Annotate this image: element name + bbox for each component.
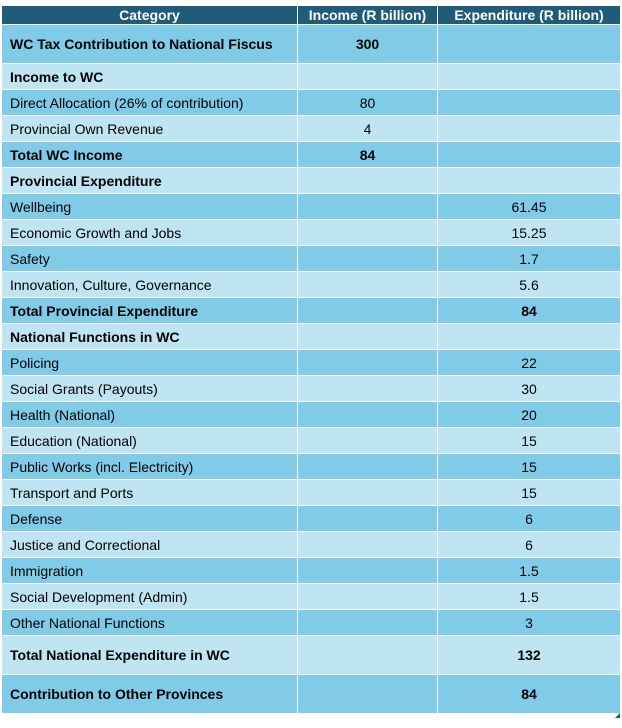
expenditure-cell: 1.5	[438, 558, 621, 584]
expenditure-cell: 5.6	[438, 272, 621, 298]
expenditure-cell: 6	[438, 506, 621, 532]
expenditure-cell: 3	[438, 610, 621, 636]
expenditure-cell: 84	[438, 298, 621, 324]
expenditure-cell: 15	[438, 428, 621, 454]
table-row	[2, 584, 621, 610]
table-row	[2, 675, 621, 714]
table-row	[2, 64, 621, 90]
category-cell: Wellbeing	[2, 194, 298, 220]
category-cell: Total WC Income	[2, 142, 298, 168]
income-cell	[298, 610, 438, 636]
expenditure-cell	[438, 25, 621, 64]
table-row	[2, 506, 621, 532]
category-cell: Social Development (Admin)	[2, 584, 298, 610]
income-cell: 80	[298, 90, 438, 116]
income-cell: 84	[298, 142, 438, 168]
expenditure-cell: 6	[438, 532, 621, 558]
category-cell: Other National Functions	[2, 610, 298, 636]
category-cell: Justice and Correctional	[2, 532, 298, 558]
expenditure-cell: 15.25	[438, 220, 621, 246]
income-cell: 4	[298, 116, 438, 142]
expenditure-cell	[438, 168, 621, 194]
expenditure-cell	[438, 142, 621, 168]
category-cell: Policing	[2, 350, 298, 376]
table-row	[2, 194, 621, 220]
expenditure-cell: 15	[438, 454, 621, 480]
expenditure-cell: 30	[438, 376, 621, 402]
expenditure-cell: 15	[438, 480, 621, 506]
category-cell: Total National Expenditure in WC	[2, 636, 298, 675]
table-row	[2, 636, 621, 675]
income-cell	[298, 324, 438, 350]
expenditure-cell: 20	[438, 402, 621, 428]
table-row	[2, 220, 621, 246]
header-income: Income (R billion)	[298, 6, 438, 25]
table-resize-handle[interactable]	[615, 713, 620, 718]
table-row	[2, 350, 621, 376]
category-cell: Direct Allocation (26% of contribution)	[2, 90, 298, 116]
table-row	[2, 25, 621, 64]
header-expenditure: Expenditure (R billion)	[438, 6, 621, 25]
income-cell	[298, 454, 438, 480]
income-cell	[298, 558, 438, 584]
income-cell	[298, 246, 438, 272]
category-cell: Defense	[2, 506, 298, 532]
expenditure-cell: 61.45	[438, 194, 621, 220]
table-row	[2, 272, 621, 298]
category-cell: Health (National)	[2, 402, 298, 428]
category-cell: Income to WC	[2, 64, 298, 90]
budget-table	[1, 5, 621, 714]
category-cell: Education (National)	[2, 428, 298, 454]
table-row	[2, 246, 621, 272]
income-cell	[298, 220, 438, 246]
income-cell	[298, 272, 438, 298]
table-row	[2, 168, 621, 194]
table-row	[2, 532, 621, 558]
income-cell	[298, 376, 438, 402]
category-cell: Social Grants (Payouts)	[2, 376, 298, 402]
table-row	[2, 428, 621, 454]
income-cell	[298, 64, 438, 90]
expenditure-cell	[438, 90, 621, 116]
category-cell: Safety	[2, 246, 298, 272]
expenditure-cell: 1.5	[438, 584, 621, 610]
table-row	[2, 558, 621, 584]
income-cell	[298, 194, 438, 220]
category-cell: National Functions in WC	[2, 324, 298, 350]
expenditure-cell: 84	[438, 675, 621, 714]
income-cell	[298, 428, 438, 454]
table-row	[2, 480, 621, 506]
category-cell: Contribution to Other Provinces	[2, 675, 298, 714]
table-row	[2, 90, 621, 116]
table-row	[2, 610, 621, 636]
category-cell: Immigration	[2, 558, 298, 584]
category-cell: Innovation, Culture, Governance	[2, 272, 298, 298]
income-cell	[298, 532, 438, 558]
table-row	[2, 298, 621, 324]
category-cell: Provincial Own Revenue	[2, 116, 298, 142]
table-row	[2, 454, 621, 480]
category-cell: Public Works (incl. Electricity)	[2, 454, 298, 480]
income-cell	[298, 675, 438, 714]
expenditure-cell: 1.7	[438, 246, 621, 272]
income-cell	[298, 480, 438, 506]
income-cell	[298, 298, 438, 324]
header-category: Category	[2, 6, 298, 25]
table-row	[2, 116, 621, 142]
header-row	[2, 6, 621, 25]
table-row	[2, 376, 621, 402]
income-cell	[298, 350, 438, 376]
table-row	[2, 324, 621, 350]
category-cell: WC Tax Contribution to National Fiscus	[2, 25, 298, 64]
category-cell: Provincial Expenditure	[2, 168, 298, 194]
category-cell: Economic Growth and Jobs	[2, 220, 298, 246]
expenditure-cell: 132	[438, 636, 621, 675]
income-cell: 300	[298, 25, 438, 64]
expenditure-cell: 22	[438, 350, 621, 376]
table-row	[2, 402, 621, 428]
income-cell	[298, 506, 438, 532]
income-cell	[298, 636, 438, 675]
category-cell: Transport and Ports	[2, 480, 298, 506]
expenditure-cell	[438, 64, 621, 90]
expenditure-cell	[438, 116, 621, 142]
table-row	[2, 142, 621, 168]
income-cell	[298, 584, 438, 610]
category-cell: Total Provincial Expenditure	[2, 298, 298, 324]
income-cell	[298, 168, 438, 194]
income-cell	[298, 402, 438, 428]
expenditure-cell	[438, 324, 621, 350]
